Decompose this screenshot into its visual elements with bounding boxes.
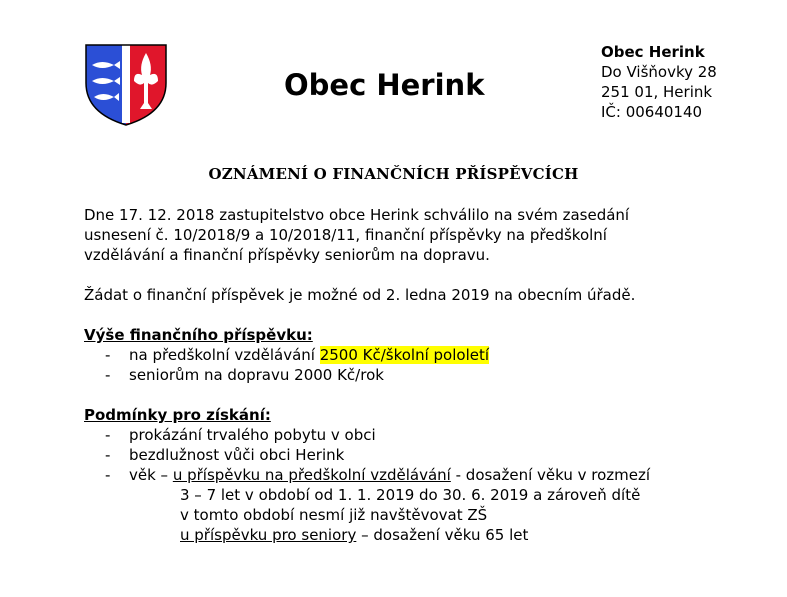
address-name: Obec Herink xyxy=(601,43,705,61)
page-title: Obec Herink xyxy=(284,68,485,102)
list-dash: - xyxy=(105,366,111,384)
condition-age-rest: - dosažení věku v rozmezí xyxy=(450,466,651,484)
list-dash: - xyxy=(105,426,111,444)
amount-seniors: seniorům na dopravu 2000 Kč/rok xyxy=(129,366,384,384)
list-item xyxy=(84,465,724,485)
condition-age-cont-2: v tomto období nesmí již navštěvovat ZŠ xyxy=(180,506,488,524)
coat-of-arms-icon xyxy=(84,43,168,127)
list-dash: - xyxy=(105,346,111,364)
intro-line-3: vzdělávání a finanční příspěvky seniorům na dopravu. xyxy=(84,246,490,264)
condition-age-seniors: u příspěvku pro seniory xyxy=(180,526,357,544)
condition-age-cont-1: 3 – 7 let v období od 1. 1. 2019 do 30. 6. 2019 a zároveň dítě xyxy=(180,486,641,504)
address-city: 251 01, Herink xyxy=(601,83,713,101)
list-item xyxy=(84,365,724,385)
amount-preschool-label: na předškolní vzdělávání xyxy=(129,346,320,364)
condition-residence: prokázání trvalého pobytu v obci xyxy=(129,426,376,444)
apply-text: Žádat o finanční příspěvek je možné od 2. ledna 2019 na obecním úřadě. xyxy=(84,286,636,304)
address-ic: IČ: 00640140 xyxy=(601,103,703,121)
conditions-title: Podmínky pro získání: xyxy=(84,406,271,424)
announcement-heading: OZNÁMENÍ O FINANČNÍCH PŘÍSPĚVCÍCH xyxy=(208,165,579,183)
address-street: Do Višňovky 28 xyxy=(601,63,717,81)
intro-line-1: Dne 17. 12. 2018 zastupitelstvo obce Herink schválilo na svém zasedání xyxy=(84,206,630,224)
announcement-body xyxy=(84,205,724,545)
intro-line-2: usnesení č. 10/2018/9 a 10/2018/11, finanční příspěvky na předškolní xyxy=(84,226,607,244)
condition-no-debt: bezdlužnost vůči obci Herink xyxy=(129,446,345,464)
condition-age-cont-3 xyxy=(84,525,724,545)
list-item xyxy=(84,345,724,365)
list-item xyxy=(84,445,724,465)
amount-preschool-value: 2500 Kč/školní pololetí xyxy=(319,346,490,364)
condition-age-preschool: u příspěvku na předškolní vzdělávání xyxy=(172,466,451,484)
list-dash: - xyxy=(105,466,111,484)
condition-age-prefix: věk – xyxy=(129,466,173,484)
address-block xyxy=(601,42,717,122)
list-item xyxy=(84,425,724,445)
list-dash: - xyxy=(105,446,111,464)
amounts-title: Výše finančního příspěvku: xyxy=(84,326,313,344)
condition-age-seniors-rest: – dosažení věku 65 let xyxy=(356,526,529,544)
